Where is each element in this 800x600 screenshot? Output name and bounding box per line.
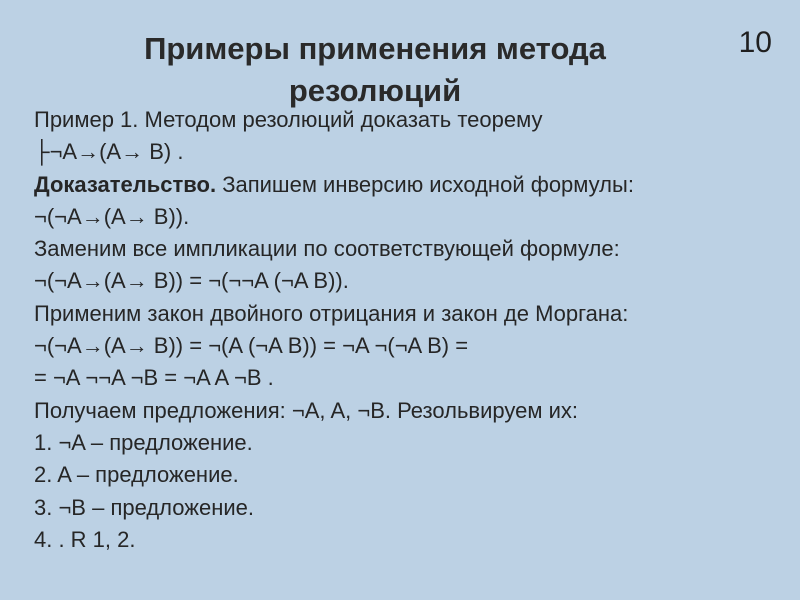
slide-number: 10 — [738, 26, 772, 59]
example-heading: Пример 1. Методом резолюций доказать теорему — [34, 107, 543, 132]
laws-formula-2: = ¬A ¬¬A ¬B = ¬A A ¬B . — [34, 365, 274, 391]
proof-label: Доказательство. — [34, 171, 217, 197]
implication-replacement-formula: ¬(¬A→(A→ B)) = ¬(¬¬A (¬A B)). — [34, 268, 349, 294]
implication-replacement-text: Заменим все импликации по соответствующей формуле: — [34, 236, 620, 262]
clause-3: 3. ¬B – предложение. — [34, 494, 254, 520]
theorem-formula: ├¬A→(A→ B) . — [34, 139, 184, 165]
laws-text: Применим закон двойного отрицания и закон де Моргана: — [34, 300, 629, 326]
clause-4: 4. . R 1, 2. — [34, 526, 136, 552]
clause-1: 1. ¬A – предложение. — [34, 429, 253, 455]
slide-title-line-1: Примеры применения метода — [144, 31, 606, 66]
slide-title-line-2: резолюций — [288, 73, 462, 108]
slide-title — [60, 28, 690, 112]
laws-formula-1: ¬(¬A→(A→ B)) = ¬(A (¬A B)) = ¬A ¬(¬A B) = — [34, 333, 469, 359]
clauses-text: Получаем предложения: ¬A, A, ¬B. Резольвируем их: — [34, 397, 579, 423]
clause-2: 2. A – предложение. — [34, 462, 239, 488]
inverse-formula: ¬(¬A→(A→ B)). — [34, 203, 190, 229]
proof-intro-line — [34, 169, 784, 201]
slide-body — [34, 104, 784, 556]
proof-intro-text: Запишем инверсию исходной формулы: — [216, 171, 634, 197]
